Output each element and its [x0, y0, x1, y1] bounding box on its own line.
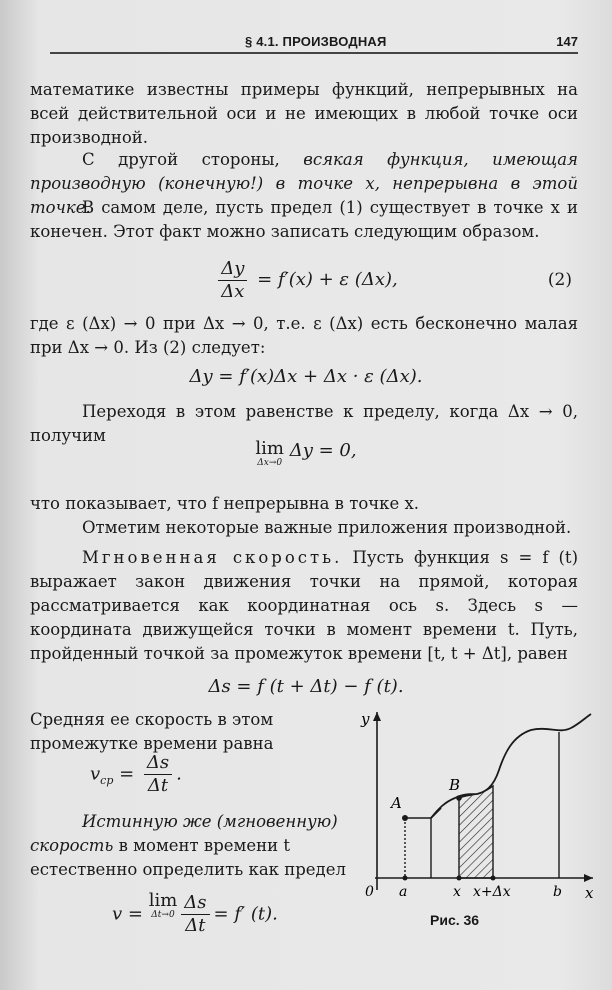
v-limit-operator	[149, 892, 178, 920]
equation-delta-s: Δs = f (t + Δt) − f (t).	[208, 676, 404, 697]
subsection-heading: Мгновенная скорость.	[82, 548, 343, 567]
equation-limit	[0, 440, 612, 468]
path-curve	[431, 714, 591, 818]
x-label: x	[585, 884, 594, 902]
paragraph-1	[30, 78, 578, 150]
limit-operator	[255, 440, 284, 468]
x-axis-dot	[457, 876, 462, 881]
paragraph-8	[30, 546, 578, 666]
paragraph-3-text: В самом деле, пусть предел (1) существует в точке x и конечен. Этот факт можно записать следующим образом.	[30, 198, 578, 241]
equation-2-rhs: = f′(x) + ε (Δx),	[257, 269, 398, 290]
curve-start	[431, 808, 441, 818]
v-fraction	[181, 892, 209, 937]
average-speed-text: Средняя ее скорость в этом промежутке времени равна	[30, 710, 274, 753]
v-end: = f′ (t).	[213, 903, 278, 925]
vcp-numerator: Δs	[144, 752, 172, 775]
paragraph-8-text: Пусть функция s = f (t) выражает закон движения точки на прямой, которая рассматривается как координатная ось s. Здесь s — координата движущейся точки в момент времени t. Путь, пройденный точкой за промежуток времени [t, t + Δt], равен	[30, 548, 579, 663]
point-A-label: A	[391, 794, 402, 812]
paragraph-7-text: Отметим некоторые важные приложения производной.	[82, 518, 572, 537]
paragraph-2-start: С другой стороны,	[82, 150, 304, 169]
page-number: 147	[556, 34, 578, 49]
hatched-region	[459, 786, 493, 878]
limit-word: lim	[255, 438, 284, 459]
fraction-denominator: Δx	[221, 280, 245, 302]
path-graph	[355, 700, 600, 930]
point-b-dot	[456, 795, 462, 801]
section-title: § 4.1. ПРОИЗВОДНАЯ	[245, 34, 387, 49]
page-header	[30, 32, 578, 52]
paragraph-1-text: математике известны примеры функций, непрерывных на всей действительной оси и не имеющих в любой точке оси производной.	[30, 80, 578, 147]
figure-caption: Рис. 36	[430, 912, 480, 928]
v-denominator: Δt	[185, 915, 206, 936]
paragraph-average-speed	[30, 708, 355, 756]
v-left: v =	[112, 903, 149, 925]
vcp-period: .	[176, 763, 182, 785]
instant-speed-text: в момент времени t естественно определить как предел	[30, 836, 346, 879]
point-B-label: B	[449, 776, 461, 794]
dy-dx-fraction	[218, 258, 247, 303]
paragraph-4-text: где ε (Δx) → 0 при Δx → 0, т.е. ε (Δx) есть бесконечно малая при Δx → 0. Из (2) следует:	[30, 314, 578, 357]
a-axis-dot	[403, 876, 408, 881]
figure-36	[355, 700, 600, 930]
paragraph-4	[30, 312, 578, 360]
x-point-label: x	[453, 884, 461, 900]
b-label: b	[553, 884, 562, 900]
v-limit-subscript: Δt→0	[151, 910, 175, 920]
paragraph-7	[30, 516, 578, 540]
origin-label: 0	[365, 884, 374, 900]
ds-dt-fraction	[144, 752, 172, 797]
y-axis-arrow-icon	[373, 712, 381, 721]
equation-delta-y: Δy = f′(x)Δx + Δx · ε (Δx).	[189, 366, 423, 387]
vcp-subscript: ср	[100, 774, 114, 788]
xdx-axis-dot	[491, 876, 496, 881]
y-label: y	[361, 710, 370, 728]
header-rule	[50, 52, 578, 54]
vcp-equals: =	[113, 763, 140, 785]
a-label: a	[399, 884, 408, 900]
vcp-symbol: v	[90, 763, 101, 785]
instant-speed-italic: Истинную же (мгновенную) скорость	[30, 812, 338, 855]
v-limit-word: lim	[148, 890, 178, 911]
limit-subscript: Δx→0	[257, 458, 283, 468]
equation-2	[0, 254, 612, 306]
paragraph-5-text: Переходя в этом равенстве к пределу, когда Δx → 0, получим	[30, 402, 578, 445]
paragraph-6-text: что показывает, что f непрерывна в точке x.	[30, 494, 420, 513]
x-axis-arrow-icon	[584, 874, 593, 882]
limit-expression: Δy = 0,	[289, 440, 357, 461]
theorem-statement: всякая функция, имеющая производную (конечную!) в точке x, непрерывна в этой точке.	[30, 150, 578, 217]
paragraph-instant-speed	[30, 810, 355, 882]
paragraph-3	[30, 196, 578, 244]
equation-average-speed	[90, 752, 182, 797]
xdx-label: x+Δx	[473, 884, 511, 900]
fraction-numerator: Δy	[218, 258, 247, 281]
v-numerator: Δs	[181, 892, 209, 915]
equation-2-label: (2)	[547, 270, 572, 290]
vcp-denominator: Δt	[147, 775, 169, 796]
equation-instant-speed	[112, 892, 278, 937]
paragraph-6	[30, 492, 578, 516]
